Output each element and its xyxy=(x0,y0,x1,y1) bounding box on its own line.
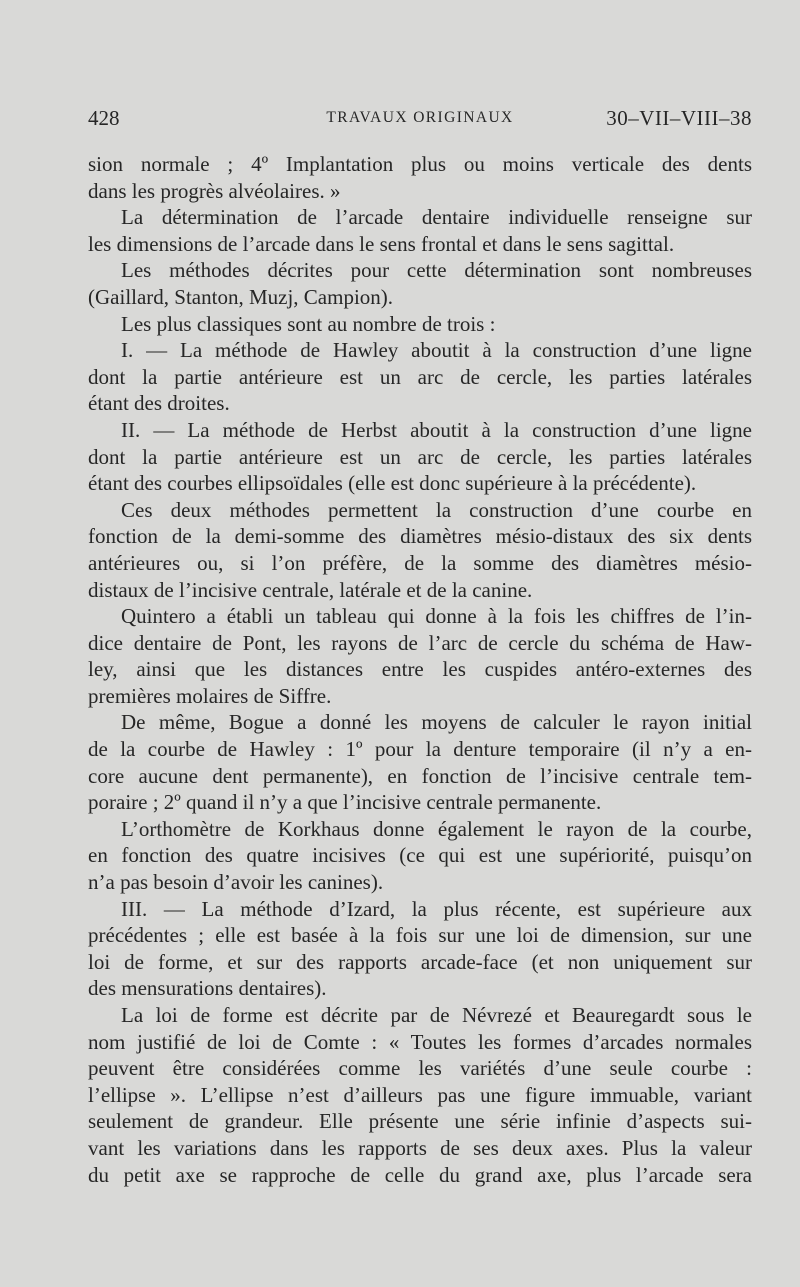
text-line: premières molaires de Siffre. xyxy=(88,683,332,708)
text-line: précédentes ; elle est basée à la fois sur une loi de dimension, sur une xyxy=(88,923,752,948)
text-line: loi de forme, et sur des rapports arcade-face (et non uniquement sur xyxy=(88,949,752,974)
text-line: seulement de grandeur. Elle présente une série infinie d’aspects sui- xyxy=(88,1109,752,1134)
text-line: dice dentaire de Pont, les rayons de l’arc de cercle du schéma de Haw- xyxy=(88,630,752,655)
text-line: peuvent être considérées comme les variétés d’une seule courbe : xyxy=(88,1056,752,1081)
text-line: poraire ; 2º quand il n’y a que l’incisive centrale permanente. xyxy=(88,790,602,815)
text-line: n’a pas besoin d’avoir les canines). xyxy=(88,870,384,895)
text-line: sion normale ; 4º Implantation plus ou moins verticale des dents xyxy=(88,152,752,176)
text-line: antérieures ou, si l’on préfère, de la somme des diamètres mésio- xyxy=(88,550,752,575)
text-line: L’orthomètre de Korkhaus donne également le rayon de la courbe, xyxy=(121,816,752,841)
text-line: Les méthodes décrites pour cette détermination sont nombreuses xyxy=(121,258,752,283)
text-line: distaux de l’incisive centrale, latérale et de la canine. xyxy=(88,577,533,602)
text-line: nom justifié de loi de Comte : « Toutes les formes d’arcades normales xyxy=(88,1029,752,1054)
text-line: La détermination de l’arcade dentaire individuelle renseigne sur xyxy=(121,205,752,230)
text-line: II. — La méthode de Herbst aboutit à la construction d’une ligne xyxy=(121,417,752,442)
text-line: étant des courbes ellipsoïdales (elle est donc supérieure à la précédente). xyxy=(88,471,697,496)
text-line: des mensurations dentaires). xyxy=(88,976,327,1001)
text-line: vant les variations dans les rapports de ses deux axes. Plus la valeur xyxy=(88,1135,752,1160)
text-line: en fonction des quatre incisives (ce qui est une supériorité, puisqu’on xyxy=(88,843,752,868)
text-line: I. — La méthode de Hawley aboutit à la construction d’une ligne xyxy=(121,338,752,363)
text-line: dont la partie antérieure est un arc de cercle, les parties latérales xyxy=(88,444,752,469)
text-line: Quintero a établi un tableau qui donne à la fois les chiffres de l’in- xyxy=(121,604,752,629)
text-line: de la courbe de Hawley : 1º pour la denture temporaire (il n’y a en- xyxy=(88,737,752,762)
text-line: ley, ainsi que les distances entre les cuspides antéro-externes des xyxy=(88,657,752,682)
text-line: étant des droites. xyxy=(88,391,230,416)
text-line: (Gaillard, Stanton, Muzj, Campion). xyxy=(88,284,394,309)
text-line: fonction de la demi-somme des diamètres mésio-distaux des six dents xyxy=(88,524,752,549)
text-line: les dimensions de l’arcade dans le sens frontal et dans le sens sagittal. xyxy=(88,231,675,256)
text-line: core aucune dent permanente), en fonction de l’incisive centrale tem- xyxy=(88,763,752,788)
page-number: 428 xyxy=(88,106,120,130)
text-line: du petit axe se rapproche de celle du grand axe, plus l’arcade sera xyxy=(88,1162,752,1187)
running-header xyxy=(88,106,752,142)
issue-date: 30–VII–VIII–38 xyxy=(606,106,752,130)
text-line: dans les progrès alvéolaires. » xyxy=(88,178,341,203)
text-line: III. — La méthode d’Izard, la plus récente, est supérieure aux xyxy=(121,896,752,921)
text-line: Ces deux méthodes permettent la construction d’une courbe en xyxy=(121,497,752,522)
text-line: De même, Bogue a donné les moyens de calculer le rayon initial xyxy=(121,710,752,735)
text-line: Les plus classiques sont au nombre de trois : xyxy=(121,311,496,336)
text-line: l’ellipse ». L’ellipse n’est d’ailleurs pas une figure immuable, variant xyxy=(88,1082,752,1107)
text-line: La loi de forme est décrite par de Névrezé et Beauregardt sous le xyxy=(121,1003,752,1027)
text-line: dont la partie antérieure est un arc de cercle, les parties latérales xyxy=(88,364,752,389)
running-title: TRAVAUX ORIGINAUX xyxy=(326,109,514,126)
body-text xyxy=(88,151,752,1188)
